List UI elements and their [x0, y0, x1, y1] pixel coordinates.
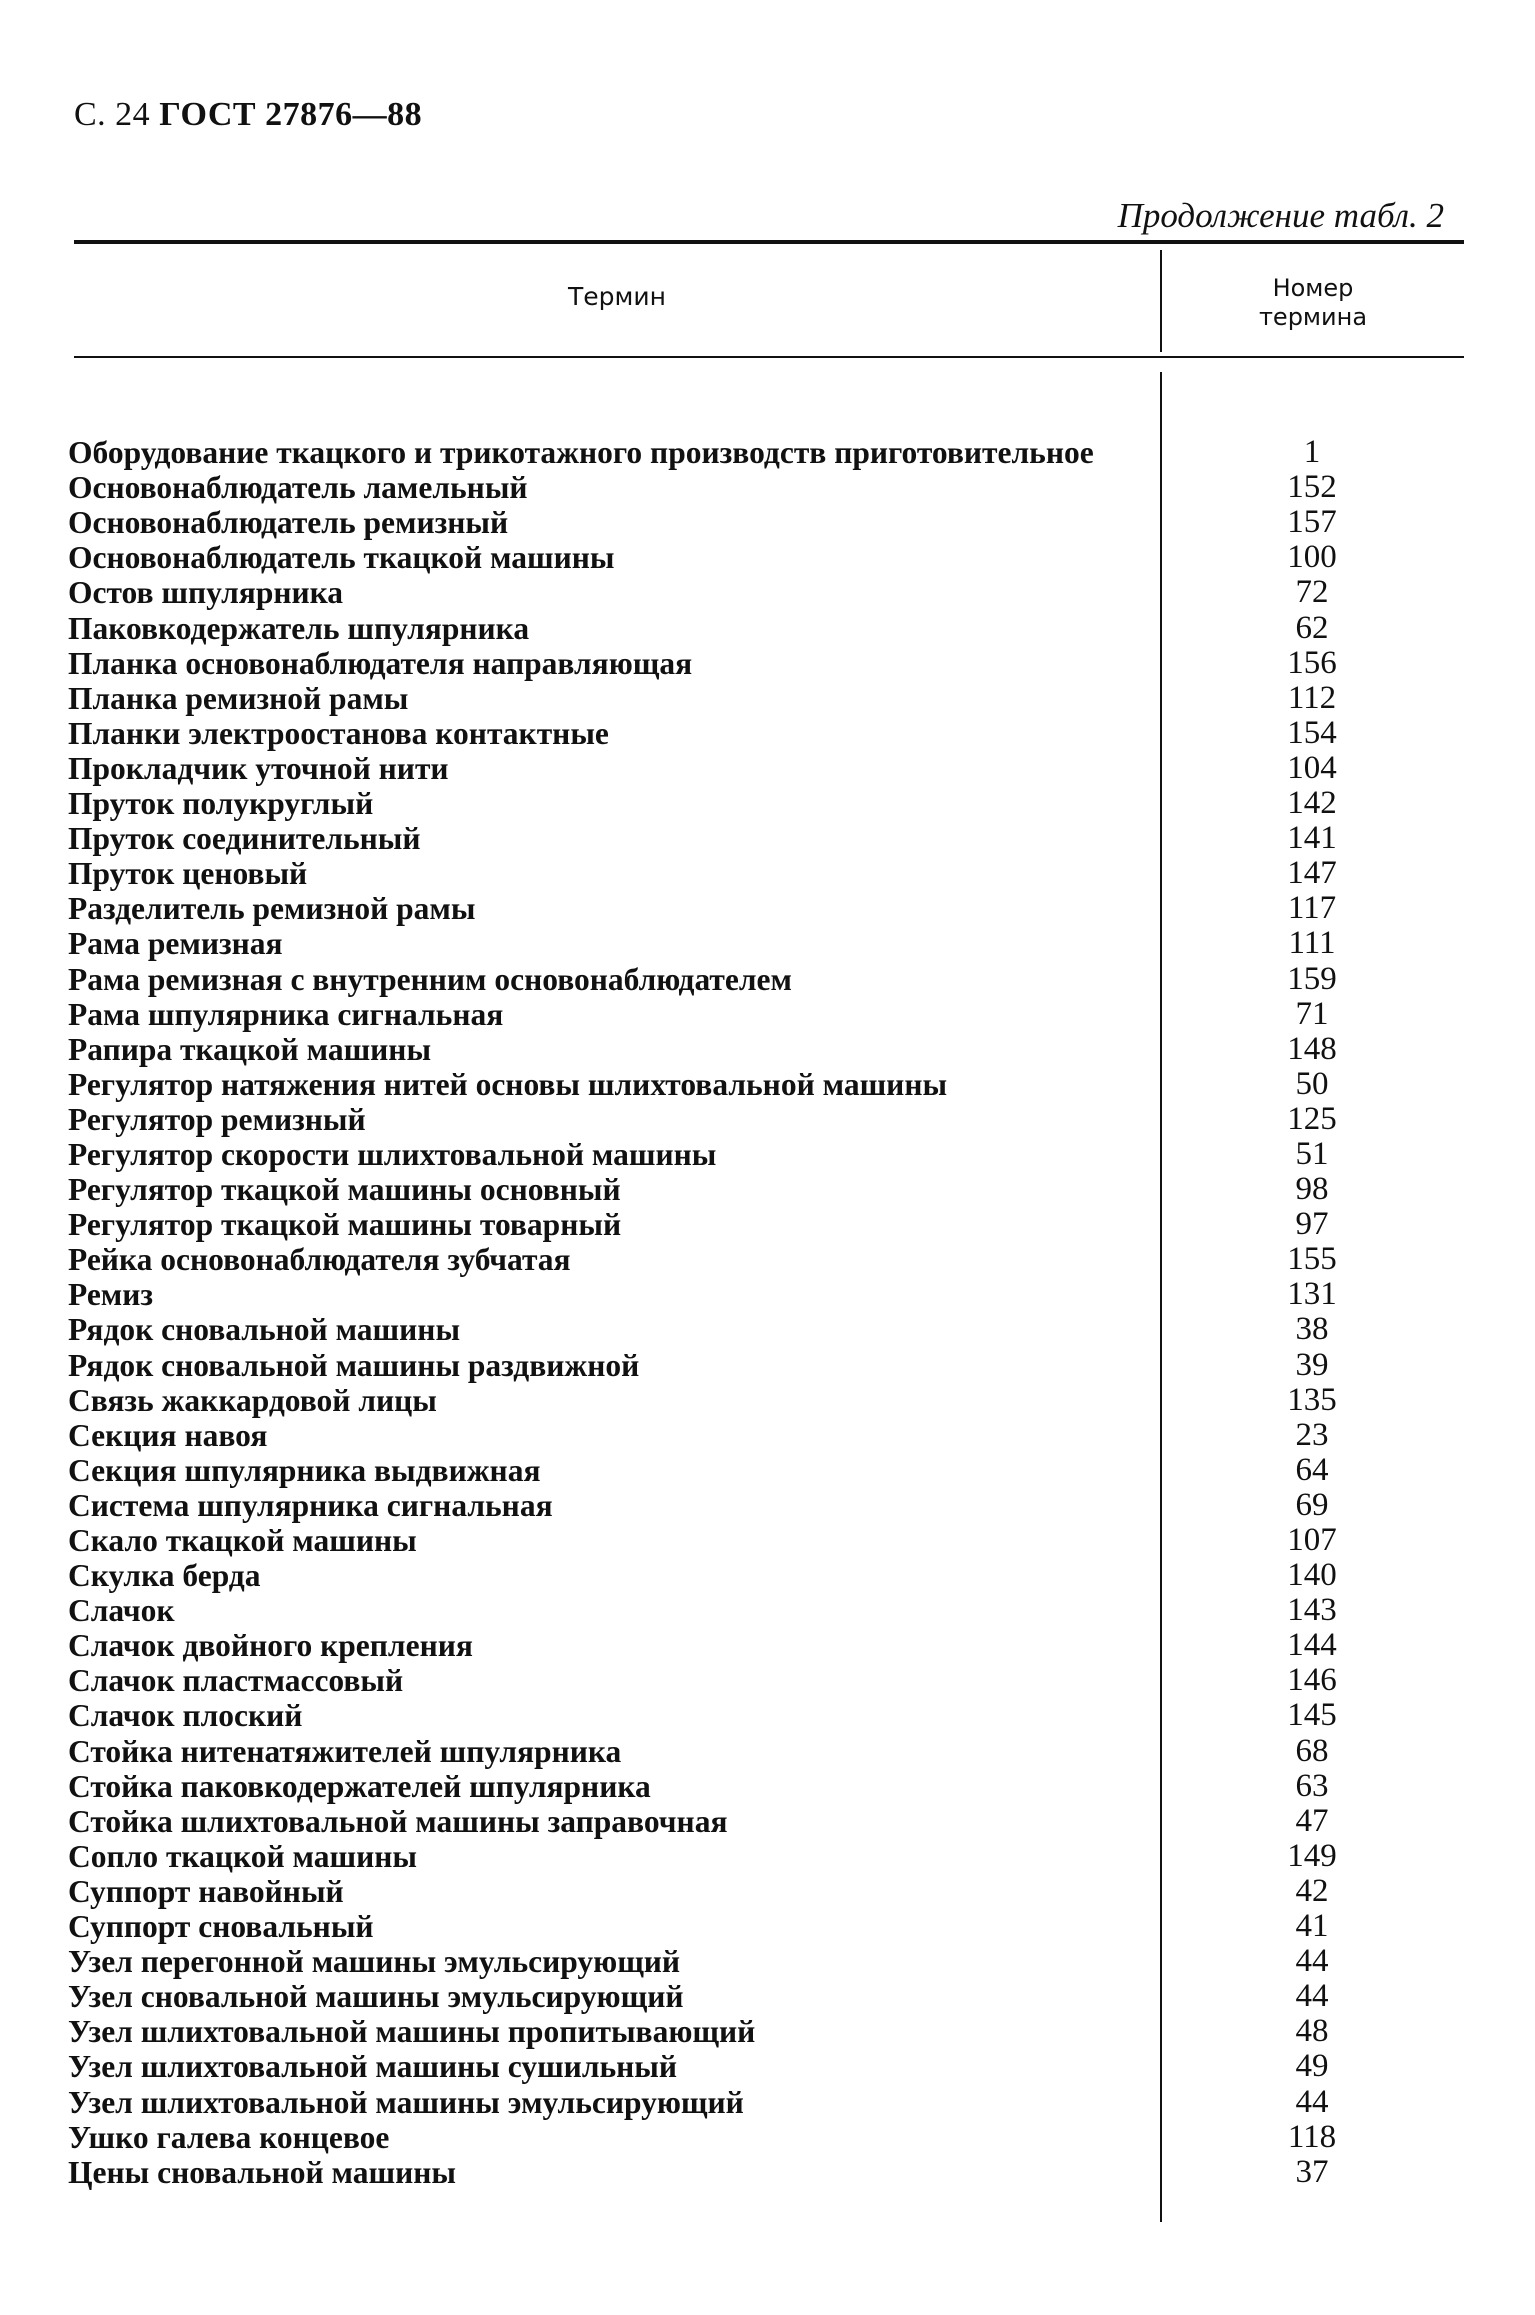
- term-text: Пруток полукруглый: [68, 786, 374, 822]
- term-number: 118: [1287, 2118, 1337, 2155]
- term-text: Рейка основонаблюдателя зубчатая: [68, 1242, 571, 1278]
- table-continuation-label: Продолжение табл. 2: [1117, 196, 1444, 235]
- page-header: [74, 96, 422, 134]
- term-text: Оборудование ткацкого и трикотажного производств приготовительное: [68, 435, 1094, 471]
- term-number: 39: [1295, 1346, 1329, 1383]
- term-number: 44: [1295, 1978, 1329, 2015]
- column-header-number-line2: термина: [1258, 303, 1368, 331]
- term-text: Основонаблюдатель ткацкой машины: [68, 540, 615, 576]
- table-row: [68, 1944, 1464, 1979]
- table-row: [68, 1663, 1464, 1698]
- table-row: [68, 1102, 1464, 1137]
- term-text: Рядок сновальной машины раздвижной: [68, 1347, 640, 1383]
- term-number: 48: [1295, 2013, 1329, 2050]
- term-text: Слачок пластмассовый: [68, 1663, 404, 1699]
- table-row: [68, 786, 1464, 821]
- term-number: 42: [1295, 1872, 1329, 1909]
- term-text: Разделитель ремизной рамы: [68, 891, 476, 927]
- table-row: [68, 1734, 1464, 1769]
- table-row: [68, 997, 1464, 1032]
- term-text: Регулятор скорости шлихтовальной машины: [68, 1136, 717, 1172]
- term-number: 156: [1287, 644, 1337, 681]
- term-text: Сопло ткацкой машины: [68, 1838, 417, 1874]
- term-text: Рама ремизная с внутренним основонаблюдателем: [68, 961, 792, 997]
- term-number: 147: [1287, 855, 1337, 892]
- table-row: [68, 2155, 1464, 2190]
- term-text: Регулятор ткацкой машины основный: [68, 1172, 621, 1208]
- table-row: [68, 1032, 1464, 1067]
- table-row: [68, 962, 1464, 997]
- table-row: [68, 1769, 1464, 1804]
- term-text: Скулка берда: [68, 1558, 261, 1594]
- term-number: 140: [1287, 1557, 1337, 1594]
- table-row: [68, 646, 1464, 681]
- term-number: 72: [1295, 574, 1329, 611]
- table-row: [68, 1979, 1464, 2014]
- term-number: 117: [1287, 890, 1337, 927]
- term-text: Стойка паковкодержателей шпулярника: [68, 1768, 651, 1804]
- term-number: 125: [1287, 1100, 1337, 1137]
- table-row: [68, 1067, 1464, 1102]
- term-number: 98: [1295, 1171, 1329, 1208]
- term-text: Рама ремизная: [68, 926, 283, 962]
- table-row: [68, 926, 1464, 961]
- table-row: [68, 1874, 1464, 1909]
- term-index-table: [68, 400, 1464, 2190]
- term-number: 111: [1288, 925, 1336, 962]
- term-number: 47: [1295, 1802, 1329, 1839]
- table-row: [68, 716, 1464, 751]
- column-header-number-line1: Номер: [1272, 274, 1354, 302]
- table-row: [68, 470, 1464, 505]
- table-row: [68, 540, 1464, 575]
- term-number: 68: [1295, 1732, 1329, 1769]
- term-number: 50: [1295, 1065, 1329, 1102]
- term-number: 159: [1287, 960, 1337, 997]
- table-row: [68, 751, 1464, 786]
- term-number: 143: [1287, 1592, 1337, 1629]
- term-text: Регулятор натяжения нитей основы шлихтовальной машины: [68, 1066, 948, 1102]
- column-header-term: Термин: [568, 282, 666, 311]
- table-row: [68, 821, 1464, 856]
- table-row: [68, 400, 1464, 470]
- term-text: Основонаблюдатель ламельный: [68, 470, 528, 506]
- term-text: Суппорт навойный: [68, 1873, 344, 1909]
- term-number: 154: [1287, 714, 1337, 751]
- term-number: 149: [1287, 1837, 1337, 1874]
- term-text: Слачок плоский: [68, 1698, 303, 1734]
- term-text: Паковкодержатель шпулярника: [68, 610, 530, 646]
- term-number: 37: [1295, 2153, 1329, 2190]
- term-text: Рама шпулярника сигнальная: [68, 996, 504, 1032]
- table-row: [68, 1698, 1464, 1733]
- table-row: [68, 611, 1464, 646]
- column-header-number: [1162, 274, 1464, 332]
- table-row: [68, 1242, 1464, 1277]
- table-row: [68, 1207, 1464, 1242]
- term-text: Ремиз: [68, 1277, 154, 1313]
- term-text: Слачок двойного крепления: [68, 1628, 473, 1664]
- term-text: Узел шлихтовальной машины сушильный: [68, 2049, 678, 2085]
- term-text: Пруток соединительный: [68, 821, 421, 857]
- term-number: 144: [1287, 1627, 1337, 1664]
- term-text: Ушко галева концевое: [68, 2119, 390, 2155]
- table-row: [68, 1804, 1464, 1839]
- table-top-rule: [74, 240, 1464, 244]
- term-text: Рапира ткацкой машины: [68, 1031, 432, 1067]
- table-header-rule: [74, 356, 1464, 358]
- term-text: Цены сновальной машины: [68, 2154, 456, 2190]
- term-text: Связь жаккардовой лицы: [68, 1382, 437, 1418]
- term-text: Слачок: [68, 1593, 175, 1629]
- term-number: 112: [1287, 679, 1337, 716]
- term-text: Планка основонаблюдателя направляющая: [68, 645, 693, 681]
- term-number: 71: [1295, 995, 1329, 1032]
- table-row: [68, 1453, 1464, 1488]
- table-row: [68, 1593, 1464, 1628]
- term-number: 49: [1295, 2048, 1329, 2085]
- term-number: 141: [1287, 820, 1337, 857]
- term-number: 145: [1287, 1697, 1337, 1734]
- table-row: [68, 2014, 1464, 2049]
- term-number: 104: [1287, 749, 1337, 786]
- table-row: [68, 505, 1464, 540]
- term-number: 51: [1295, 1135, 1329, 1172]
- term-text: Узел перегонной машины эмульсирующий: [68, 1944, 681, 1980]
- table-row: [68, 681, 1464, 716]
- table-row: [68, 2120, 1464, 2155]
- table-row: [68, 1312, 1464, 1347]
- term-text: Планка ремизной рамы: [68, 680, 409, 716]
- term-text: Скало ткацкой машины: [68, 1523, 417, 1558]
- table-row: [68, 1418, 1464, 1453]
- standard-designation: ГОСТ 27876—88: [159, 96, 423, 133]
- term-text: Стойка шлихтовальной машины заправочная: [68, 1803, 728, 1839]
- term-number: 155: [1287, 1241, 1337, 1278]
- term-number: 142: [1287, 785, 1337, 822]
- term-number: 23: [1295, 1416, 1329, 1453]
- term-number: 100: [1287, 539, 1337, 576]
- term-text: Узел сновальной машины эмульсирующий: [68, 1979, 684, 2015]
- term-text: Регулятор ремизный: [68, 1101, 366, 1137]
- term-number: 107: [1287, 1522, 1337, 1558]
- term-text: Стойка нитенатяжителей шпулярника: [68, 1733, 622, 1769]
- term-number: 1: [1303, 434, 1321, 471]
- term-number: 148: [1287, 1030, 1337, 1067]
- table-row: [68, 575, 1464, 610]
- term-number: 157: [1287, 504, 1337, 541]
- term-number: 152: [1287, 469, 1337, 506]
- term-text: Узел шлихтовальной машины пропитывающий: [68, 2014, 756, 2050]
- term-text: Система шпулярника сигнальная: [68, 1487, 553, 1523]
- term-text: Прокладчик уточной нити: [68, 750, 449, 786]
- term-number: 62: [1295, 609, 1329, 646]
- term-text: Суппорт сновальный: [68, 1909, 374, 1945]
- term-number: 131: [1287, 1276, 1337, 1313]
- table-row: [68, 1172, 1464, 1207]
- table-row: [68, 1383, 1464, 1418]
- term-number: 97: [1295, 1206, 1329, 1243]
- term-number: 38: [1295, 1311, 1329, 1348]
- term-number: 44: [1295, 2083, 1329, 2120]
- term-number: 44: [1295, 1943, 1329, 1980]
- term-text: Основонаблюдатель ремизный: [68, 505, 509, 541]
- term-text: Рядок сновальной машины: [68, 1312, 461, 1348]
- term-number: 146: [1287, 1662, 1337, 1699]
- term-number: 63: [1295, 1767, 1329, 1804]
- term-number: 135: [1287, 1381, 1337, 1418]
- term-text: Секция навоя: [68, 1417, 268, 1453]
- term-text: Пруток ценовый: [68, 856, 308, 892]
- table-row: [68, 1488, 1464, 1523]
- term-number: 69: [1295, 1486, 1329, 1523]
- term-number: 41: [1295, 1908, 1329, 1945]
- term-text: Планки электроостанова контактные: [68, 715, 609, 751]
- table-row: [68, 1558, 1464, 1593]
- table-row: [68, 856, 1464, 891]
- term-text: Секция шпулярника выдвижная: [68, 1452, 541, 1488]
- term-text: Узел шлихтовальной машины эмульсирующий: [68, 2084, 744, 2120]
- table-row: [68, 1909, 1464, 1944]
- term-number: 64: [1295, 1451, 1329, 1488]
- table-row: [68, 891, 1464, 926]
- term-text: Регулятор ткацкой машины товарный: [68, 1207, 622, 1243]
- table-row: [68, 2049, 1464, 2084]
- table-row: [68, 1523, 1464, 1558]
- table-row: [68, 1277, 1464, 1312]
- term-text: Остов шпулярника: [68, 575, 344, 611]
- table-row: [68, 1839, 1464, 1874]
- table-row: [68, 1628, 1464, 1663]
- table-row: [68, 1348, 1464, 1383]
- table-row: [68, 2085, 1464, 2120]
- table-row: [68, 1137, 1464, 1172]
- page-number: С. 24: [74, 96, 151, 133]
